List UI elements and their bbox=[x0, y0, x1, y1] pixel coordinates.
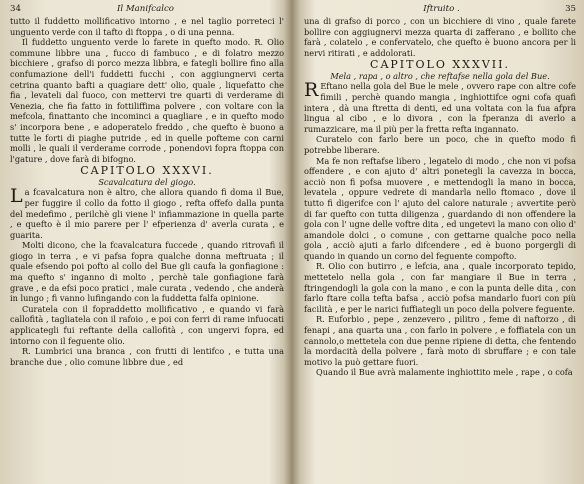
left-paragraph: Curatela con il fopraddetto mollificativo , e quando vi farà callofità , tagliatela con il rafoio , e poi con ferri di rame infuocati applicategli fui reftante della callofità , con ungervi fopra, ed intorno con il feguente olio. bbox=[10, 303, 284, 346]
right-page-number: 35 bbox=[565, 4, 576, 14]
left-running-title: Il Manifcalco bbox=[117, 4, 174, 14]
left-paragraph: tutto il fuddetto mollificativo intorno , e nel taglio porreteci l' unguento verde con il tafto di ftoppa , o di una penna. bbox=[10, 16, 284, 37]
chapter-title-36: CAPITOLO XXXVI. bbox=[80, 164, 214, 178]
left-running-head bbox=[10, 4, 284, 14]
left-paragraph: R. Lumbrici una branca , con frutti di lentifco , e tutta una branche due , olio comune libbre due , ed bbox=[10, 346, 284, 367]
right-paragraph: Curatelo con farlo bere un poco, che in quefto modo fi potrebbe liberare. bbox=[304, 134, 576, 155]
left-paragraph-dropcap: La fcavalcatura non è altro, che allora quando fi doma il Bue, per fuggire il collo da fotto il giogo , refta offefo dalla punta del medefimo , perilchè gli viene l' infiammazione in quella parte , e quefto è il mio parere per l' efperienza d' averla curata , e guarita. bbox=[10, 185, 284, 240]
right-paragraph: Quando il Bue avrà malamente inghiottito mele , rape , o cofa bbox=[316, 367, 573, 378]
chapter-subtitle-37: Mela , rapa , o altro , che reftafse nella gola del Bue. bbox=[330, 71, 550, 82]
right-page bbox=[292, 0, 584, 484]
right-paragraph: una di grafso di porco , con un bicchiere di vino , quale farete bollire con aggiugnervi mezza quarta di zafferano , e bollito che farà , colatelo , e confervatelo, che quefto è buono ancora per li nervi ritirati , e addolorati. bbox=[304, 16, 576, 58]
right-running-title: Iftruito . bbox=[423, 4, 460, 14]
chapter-subtitle-36: Scavalcatura del giogo. bbox=[98, 177, 196, 188]
right-paragraph: R. Olio con butirro , e lefcia, ana , quale incorporato tepido, mettetelo nella gola , con far mangiare il Bue in terra , ftringendogli la gola con la mano , e con la punta delle dita , con farlo ftare colla tefta bafsa , acciò pofsa mandarlo fuori con più facilità , e per le narici fuffiategli un poco della polvere feguente. bbox=[304, 261, 576, 314]
right-paragraph: Ma fe non reftafse libero , legatelo di modo , che non vi pofsa offendere , e con ajuto d' altri ponetegli la cavezza in bocca, acciò non fi pofsa muovere , e mettendogli la mano in bocca, levatela , oppure vedrete di mandarla nello ftomaco , dove il tutto fi digerifce con l' ajuto del calore naturale ; avvertite però di far quefto con tutta diligenza , guardando di non offendere la gola con l' ugne delle voftre dita , ed ungetevi la mano con olio d' amandole dolci , o comune , con gettarne qualche poco nella gola , acciò ajuti a farlo difcendere , ed è buono porgergli di quando in quando un corno del feguente compofto. bbox=[304, 155, 576, 261]
left-paragraph: Il fuddetto unguento verde lo farete in quefto modo. R. Olio commune libbre una , fucco di fambuco , e di folatro mezzo bicchiere , grafso di porco mezza libbra, e fategli bollire fino alla confumazione dell'i fuddetti fucchi , con aggiungnervi certa cetrina quanto bafti a quagiare dett' olio, quale , liquefatto che fia , levateli dal fuoco, con mettervi tre quarti di verderame di Venezia, che fia fatto in fottiliffima polvere , con voltare con la mefcola, finattanto che incominci a quagliare , e in quefto modo s' incorpora bene , e adoperatelo freddo , che quefto è buono a tutte le forti di piaghe putride , ed in quelle pofteme con carni molli , le quali il verderame corrode , ponendovi fopra ftoppa con l'gature , dove farà di bifogno. bbox=[10, 37, 284, 164]
right-paragraph: R. Euforbio , pepe , zenzevero , pilitro , feme di naftorzo , di fenapi , ana quarta una , con farlo in polvere , e foffiatela con un cannolo,o mettetela con due penne ripiene di detta, che fentendo la mordacità della polvere , farà moto di sbruffare ; e con tale motivo la può gettare fuori. bbox=[304, 314, 576, 367]
right-running-head bbox=[304, 4, 576, 14]
right-paragraph-dropcap: REftano nella gola del Bue le mele , ovvero rape con altre cofe fimili , perchè quando mangia , inghiottifce ogni cofa quafi intera , dà una ftretta di denti, ed una voltata con la fua afpra lingua al cibo , e lo divora , con la fperanza di averlo a rumazzicare, ma il più per la fretta refta ingannato. bbox=[304, 79, 576, 134]
left-page-number: 34 bbox=[10, 4, 21, 14]
left-paragraph: Molti dicono, che la fcavalcatura fuccede , quando ritrovafi il giogo in terra , e vi pafsa fopra qualche donna meftruata ; il quale efsendo poi pofto al collo del Bue gli caufa la gonfiagione : ma quefto s' inganno di molto , perchè tale gonfiagione farà grave , e da efsi poco pratici , male curata , vedendo , che anderà in lungo ; fi vanno lufingando con la fuddetta falfa opinione. bbox=[10, 240, 284, 304]
chapter-title-37: CAPITOLO XXXVII. bbox=[370, 58, 510, 72]
